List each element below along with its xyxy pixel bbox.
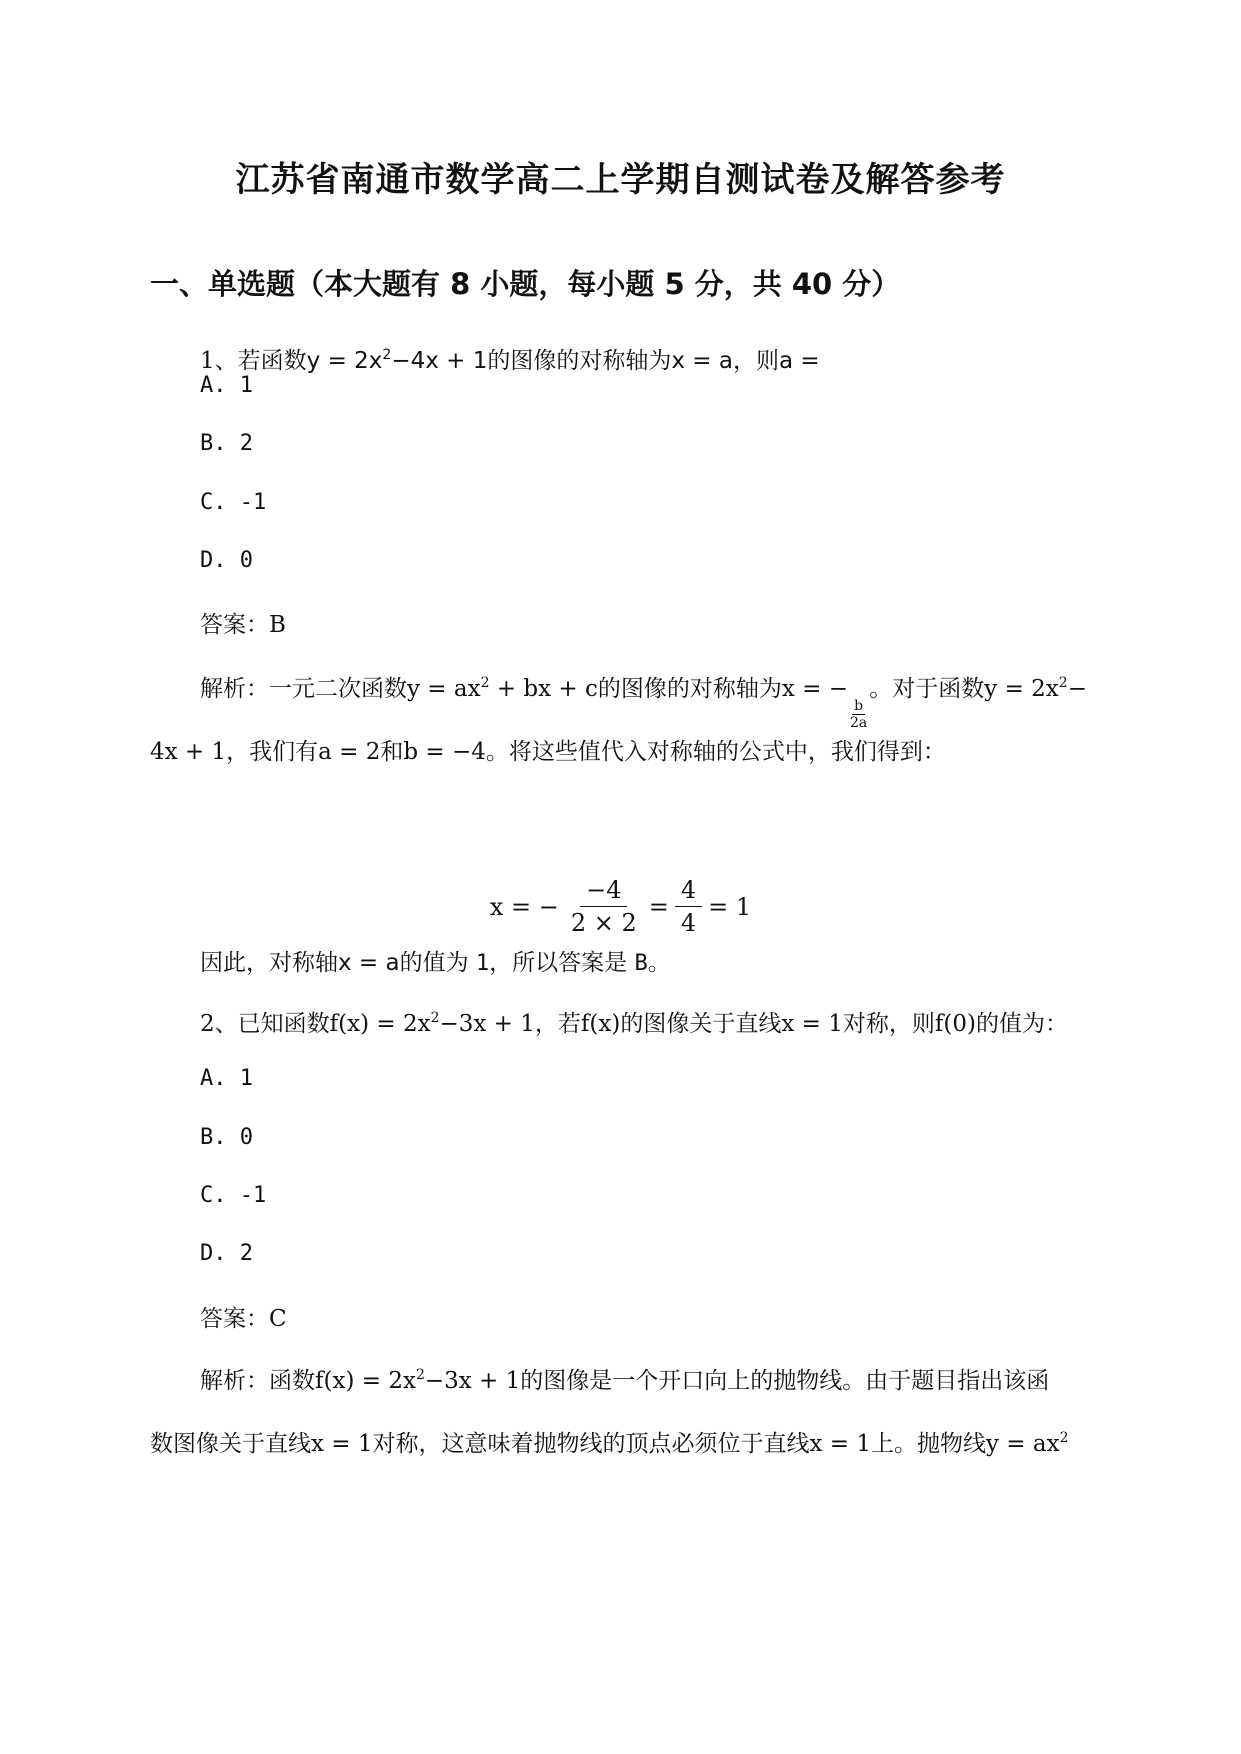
option-a: A. 1 — [200, 1066, 253, 1091]
analysis-1-conclusion: 因此，对称轴x = a的值为 1，所以答案是 B。 — [200, 950, 671, 976]
axis-fraction: $\frac{b}{2a}$ — [850, 698, 868, 731]
analysis-1-line-1: 解析：一元二次函数$y = ax^2$ + bx + c的图像的对称轴为x = − $\frac{b}{2a}$ 。对于函数$y = 2x^2-$ — [200, 675, 1087, 731]
display-equation: x = − $\frac{-4}{2 \times 2}$ = $\frac{4}{4}$ = 1 — [489, 876, 752, 937]
option-d: D. 2 — [200, 1241, 253, 1266]
option-d: D. 0 — [200, 548, 253, 573]
answer-1: 答案：B — [200, 612, 286, 638]
section-heading: 一、单选题（本大题有 8 小题，每小题 5 分，共 40 分） — [150, 267, 901, 301]
analysis-2-line-1: 解析：函数$f(x) = 2x^2-3x + 1$的图像是一个开口向上的抛物线。由于题目指出该函 — [200, 1367, 1050, 1394]
page-title: 江苏省南通市数学高二上学期自测试卷及解答参考 — [235, 160, 1006, 200]
fraction-4-over-4: $\frac{4}{4}$ — [675, 876, 702, 937]
option-b: B. 2 — [200, 431, 253, 456]
question-2-stem: 2、已知函数$f(x) = 2x^2-3x + 1$，若f(x)的图像关于直线x = 1对称，则f(0)的值为： — [200, 1010, 1068, 1037]
question-1-stem: 1、若函数$y = 2x^2-4x + 1$的图像的对称轴为x = a，则a = — [200, 347, 820, 374]
answer-2: 答案：C — [200, 1306, 287, 1332]
analysis-2-line-2: 数图像关于直线x = 1对称，这意味着抛物线的顶点必须位于直线x = 1上。抛物线$y = ax^2$ — [150, 1430, 1069, 1457]
option-c: C. -1 — [200, 490, 267, 515]
fraction-neg4-over-2x2: $\frac{-4}{2 \times 2}$ — [570, 876, 637, 937]
analysis-1-line-2: 4x + 1，我们有a = 2和b = −4。将这些值代入对称轴的公式中，我们得到： — [150, 739, 946, 765]
option-c: C. -1 — [200, 1183, 267, 1208]
option-b: B. 0 — [200, 1125, 253, 1150]
option-a: A. 1 — [200, 373, 253, 398]
